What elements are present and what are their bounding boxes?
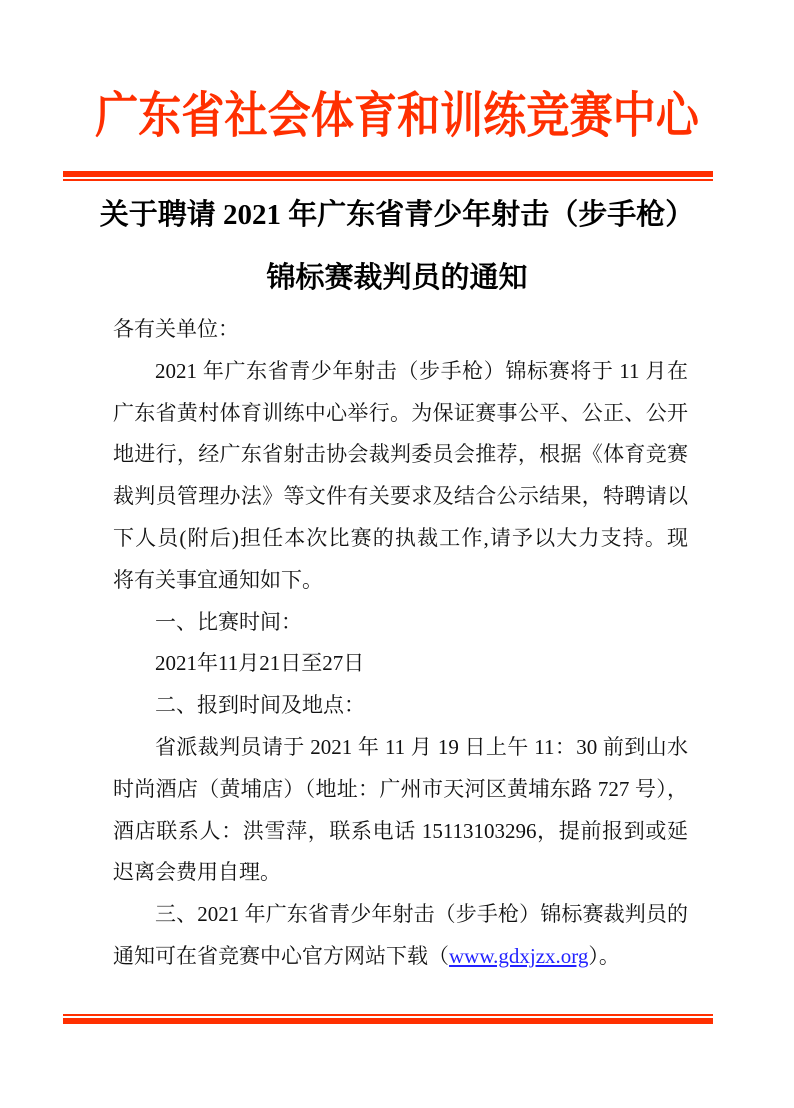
letterhead-org-name: 广东省社会体育和训练竞赛中心 <box>95 88 699 143</box>
body-line: 地进行，经广东省射击协会裁判委员会推荐，根据《体育竞赛 <box>113 442 688 467</box>
competition-dates-line: 2021年11月21日至27日 <box>155 651 365 676</box>
section-3-heading: 三、2021 年广东省青少年射击（步手枪）锦标赛裁判员的 <box>155 902 688 927</box>
body-line: 2021 年广东省青少年射击（步手枪）锦标赛将于 11 月在 <box>155 358 688 383</box>
section-1-heading: 一、比赛时间： <box>155 609 302 634</box>
body-line: 迟离会费用自理。 <box>113 860 281 885</box>
website-link[interactable]: www.gdxjzx.org <box>449 943 589 968</box>
body-line: 裁判员管理办法》等文件有关要求及结合公示结果，特聘请以 <box>113 484 688 509</box>
download-info-line <box>113 936 688 978</box>
salutation-line: 各有关单位： <box>113 317 239 341</box>
body-line: 将有关事宜通知如下。 <box>113 567 323 592</box>
body-line: 时尚酒店（黄埔店）（地址：广州市天河区黄埔东路 727 号）， <box>113 776 688 801</box>
link-suffix-text: ）。 <box>588 943 620 968</box>
document-body <box>113 309 688 978</box>
body-line: 酒店联系人：洪雪萍，联系电话 15113103296，提前报到或延 <box>113 818 688 843</box>
document-title-line-1: 关于聘请 2021 年广东省青少年射击（步手枪） <box>99 199 695 231</box>
link-prefix-text: 通知可在省竞赛中心官方网站下载（ <box>113 943 449 968</box>
document-title-line-2: 锦标赛裁判员的通知 <box>266 262 528 294</box>
letterhead-double-rule <box>63 171 713 181</box>
body-line: 下人员(附后)担任本次比赛的执裁工作,请予以大力支持。现 <box>113 525 688 550</box>
footer-double-rule <box>63 1014 713 1024</box>
section-2-heading: 二、报到时间及地点： <box>155 693 365 718</box>
body-line: 省派裁判员请于 2021 年 11 月 19 日上午 11：30 前到山水 <box>155 734 688 759</box>
rule-thin-line <box>63 179 713 181</box>
rule-thick-line <box>63 1018 713 1024</box>
body-line: 广东省黄村体育训练中心举行。为保证赛事公平、公正、公开 <box>113 400 688 425</box>
